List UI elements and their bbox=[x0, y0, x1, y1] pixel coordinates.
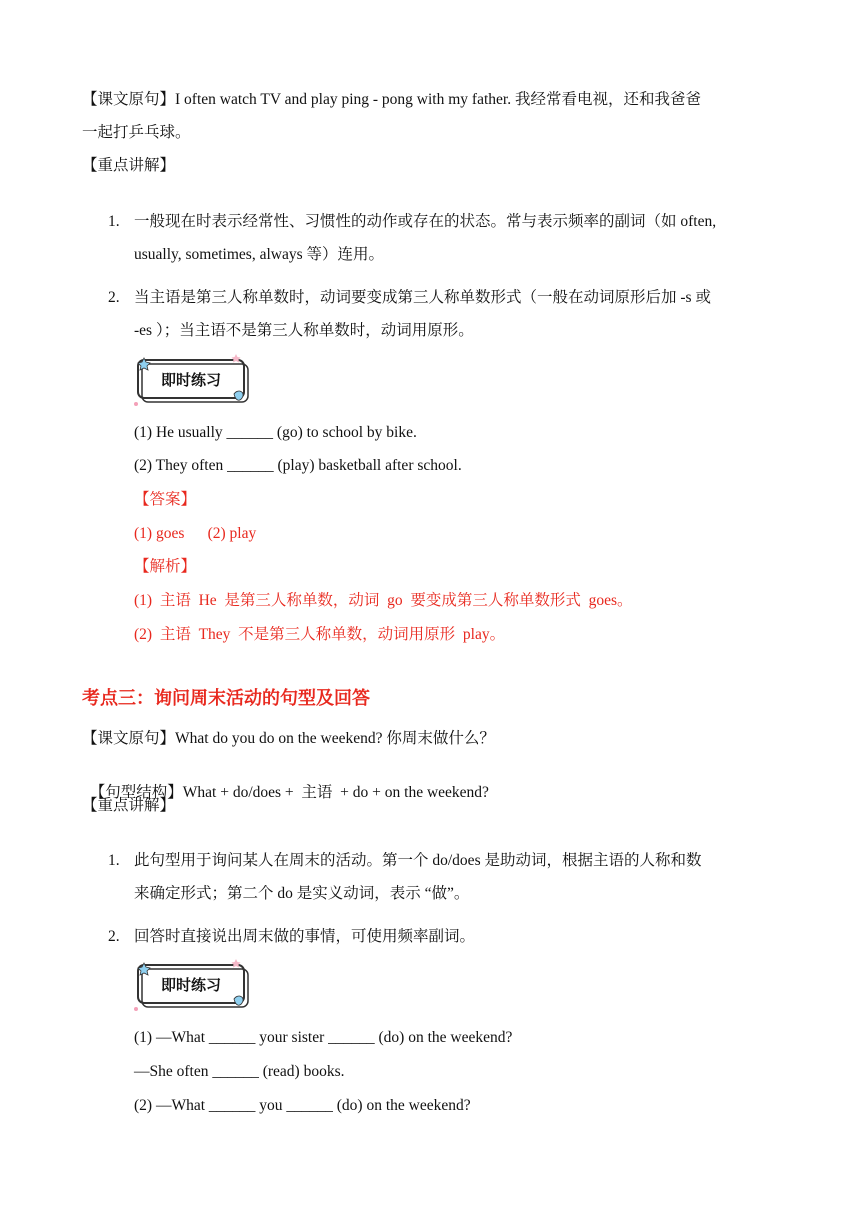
exercise-item: —She often ______ (read) books. bbox=[134, 1063, 345, 1080]
exercise-item: (2) —What ______ you ______ (do) on the weekend? bbox=[134, 1097, 471, 1114]
badge-label: 即时练习 bbox=[160, 371, 221, 389]
key-point-1-cont: usually, sometimes, always 等）连用。 bbox=[134, 246, 384, 263]
key-point-2 bbox=[108, 288, 711, 308]
answer-text: (1) goes (2) play bbox=[134, 525, 257, 542]
key-point-2-cont: -es ）；当主语不是第三人称单数时，动词用原形。 bbox=[134, 322, 474, 339]
point-text: 当主语是第三人称单数时，动词要变成第三人称单数形式（一般在动词原形后加 -s 或 bbox=[134, 289, 711, 306]
badge-label: 即时练习 bbox=[160, 976, 221, 994]
source-label: 【课文原句】 bbox=[82, 91, 176, 108]
source-text: I often watch TV and play ping - pong with my father. 我经常看电视，还和我爸爸 bbox=[175, 91, 701, 108]
point-number: 1. bbox=[108, 852, 120, 869]
key-point-1 bbox=[108, 212, 716, 232]
point-text: 回答时直接说出周末做的事情，可使用频率副词。 bbox=[134, 928, 476, 945]
exercise-item: (2) They often ______ (play) basketball after school. bbox=[134, 457, 462, 474]
key-point-2 bbox=[108, 927, 475, 947]
key-points-label: 【重点讲解】 bbox=[82, 797, 176, 814]
key-point-1 bbox=[108, 851, 701, 871]
analysis-label: 【解析】 bbox=[134, 558, 197, 575]
source-sentence bbox=[82, 90, 701, 110]
source-label: 【课文原句】 bbox=[82, 730, 176, 747]
analysis-item: (1) 主语 He 是第三人称单数，动词 go 要变成第三人称单数形式 goes。 bbox=[134, 592, 633, 609]
structure-label: 【句型结构】 bbox=[89, 784, 183, 801]
answer-label: 【答案】 bbox=[134, 491, 197, 508]
exercise-item: (1) He usually ______ (go) to school by bike. bbox=[134, 424, 417, 441]
practice-badge bbox=[132, 352, 252, 408]
structure-text: What + do/does + 主语 + do + on the weekend? bbox=[182, 784, 489, 801]
point-number: 1. bbox=[108, 213, 120, 230]
practice-badge bbox=[132, 957, 252, 1013]
analysis-item: (2) 主语 They 不是第三人称单数，动词用原形 play。 bbox=[134, 626, 506, 643]
source-text: What do you do on the weekend? 你周末做什么？ bbox=[175, 730, 495, 747]
point-text: 此句型用于询问某人在周末的活动。第一个 do/does 是助动词，根据主语的人称和数 bbox=[134, 852, 702, 869]
source-sentence bbox=[82, 729, 495, 749]
source-text-cont: 一起打乒乓球。 bbox=[82, 124, 191, 141]
key-points-label: 【重点讲解】 bbox=[82, 157, 176, 174]
point-text: 一般现在时表示经常性、习惯性的动作或存在的状态。常与表示频率的副词（如 often, bbox=[134, 213, 717, 230]
key-point-1-cont: 来确定形式；第二个 do 是实义动词，表示 “做”。 bbox=[134, 885, 470, 902]
point-number: 2. bbox=[108, 928, 120, 945]
section-heading: 考点三：询问周末活动的句型及回答 bbox=[82, 688, 370, 709]
exercise-item: (1) —What ______ your sister ______ (do) on the weekend? bbox=[134, 1029, 513, 1046]
point-number: 2. bbox=[108, 289, 120, 306]
